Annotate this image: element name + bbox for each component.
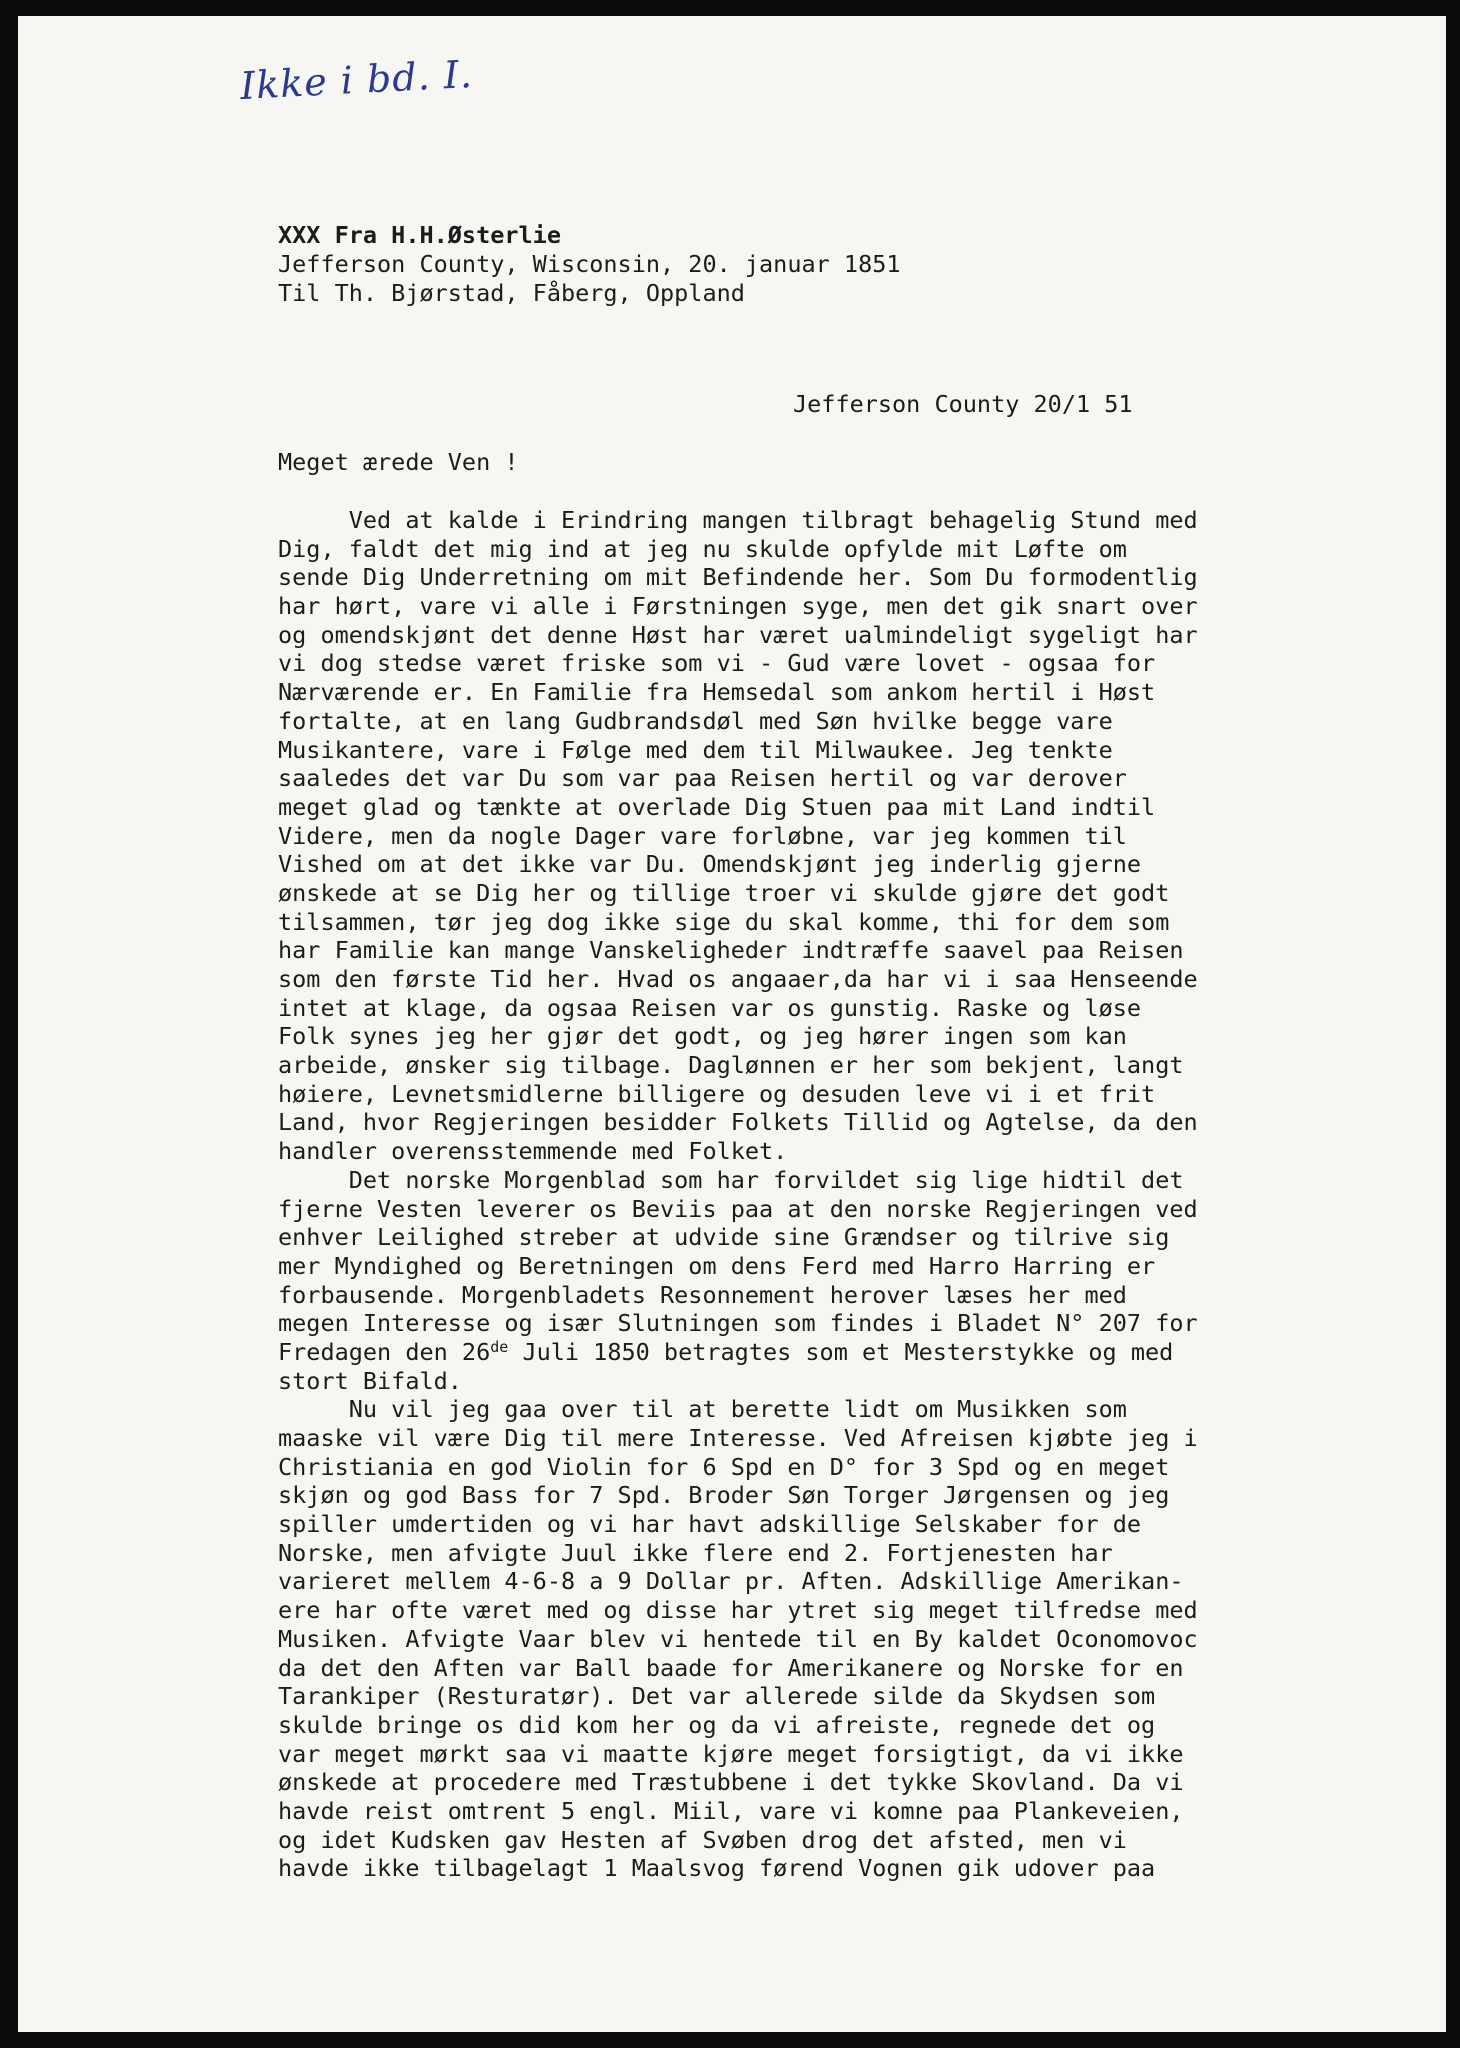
letter-line: megen Interesse og især Slutningen som findes i Bladet N° 207 for <box>278 1309 1198 1338</box>
letter-line: Norske, men afvigte Juul ikke flere end 2. Fortjenesten har <box>278 1538 1113 1567</box>
letter-line: Det norske Morgenblad som har forvildet sig lige hidtil det <box>278 1165 1184 1194</box>
letter-line: og omendskjønt det denne Høst har været ualmindeligt sygeligt har <box>278 620 1198 649</box>
letter-header <box>278 221 901 308</box>
letter-line: havde ikke tilbagelagt 1 Maalsvog førend Vognen gik udover paa <box>278 1854 1156 1883</box>
letter-line: arbeide, ønsker sig tilbage. Daglønnen er her som bekjent, langt <box>278 1051 1184 1080</box>
letter-line: Tarankiper (Resturatør). Det var allerede silde da Skydsen som <box>278 1682 1156 1711</box>
letter-line: har hørt, vare vi alle i Førstningen syge, men det gik snart over <box>278 592 1198 621</box>
letter-line: maaske vil være Dig til mere Interesse. Ved Afreisen kjøbte jeg i <box>278 1424 1198 1452</box>
letter-line: Folk synes jeg her gjør det godt, og jeg hører ingen som kan <box>278 1022 1127 1051</box>
letter-line: Christiania en god Violin for 6 Spd en D° for 3 Spd og en meget <box>278 1452 1170 1481</box>
letter-title: XXX Fra H.H.Østerlie <box>278 221 561 249</box>
letter-line: intet at klage, da ogsaa Reisen var os gunstig. Raske og løse <box>278 993 1142 1022</box>
letter-line: som den første Tid her. Hvad os angaaer,da har vi i saa Henseende <box>278 965 1198 993</box>
letter-line: havde reist omtrent 5 engl. Miil, vare vi komne paa Plankeveien, <box>278 1796 1184 1825</box>
letter-line: har Familie kan mange Vanskeligheder indtræffe saavel paa Reisen <box>278 936 1184 965</box>
letter-line: fjerne Vesten leverer os Beviis paa at den norske Regjeringen ved <box>278 1194 1198 1223</box>
letter-place-date: Jefferson County, Wisconsin, 20. januar 1851 <box>278 250 901 278</box>
letter-line: meget glad og tænkte at overlade Dig Stuen paa mit Land indtil <box>278 792 1156 821</box>
letter-line: Vished om at det ikke var Du. Omendskjønt jeg inderlig gjerne <box>278 850 1142 879</box>
letter-line: enhver Leilighed streber at udvide sine Grændser og tilrive sig <box>278 1223 1170 1252</box>
letter-line: spiller umdertiden og vi har havt adskillige Selskaber for de <box>278 1510 1142 1539</box>
letter-line: skulde bringe os did kom her og da vi afreiste, regnede det og <box>278 1710 1156 1739</box>
document-page <box>18 16 1446 2032</box>
letter-line: Fredagen den 26de Juli 1850 betragtes som et Mesterstykke og med <box>278 1337 1174 1366</box>
letter-dateline: Jefferson County 20/1 51 <box>793 390 1133 418</box>
letter-line: ere har ofte været med og disse har ytret sig meget tilfredse med <box>278 1596 1198 1625</box>
letter-line: var meget mørkt saa vi maatte kjøre meget forsigtigt, da vi ikke <box>278 1739 1184 1768</box>
letter-line: Nærværende er. En Familie fra Hemsedal som ankom hertil i Høst <box>278 678 1156 707</box>
letter-line: Musikantere, vare i Følge med dem til Milwaukee. Jeg tenkte <box>278 735 1113 764</box>
letter-line: ønskede at procedere med Træstubbene i det tykke Skovland. Da vi <box>278 1768 1184 1797</box>
letter-line: saaledes det var Du som var paa Reisen hertil og var derover <box>278 764 1127 793</box>
letter-line: forbausende. Morgenbladets Resonnement herover læses her med <box>278 1280 1127 1309</box>
letter-line: tilsammen, tør jeg dog ikke sige du skal komme, thi for dem som <box>278 907 1170 936</box>
letter-line: Land, hvor Regjeringen besidder Folkets Tillid og Agtelse, da den <box>278 1108 1198 1137</box>
letter-line: stort Bifald. <box>278 1366 462 1395</box>
letter-line: da det den Aften var Ball baade for Amerikanere og Norske for en <box>278 1653 1184 1682</box>
handwritten-note: Ikke i bd. I. <box>239 51 474 109</box>
letter-line: Dig, faldt det mig ind at jeg nu skulde opfylde mit Løfte om <box>278 534 1127 563</box>
letter-line: Videre, men da nogle Dager vare forløbne, var jeg kommen til <box>278 821 1127 850</box>
letter-line: sende Dig Underretning om mit Befindende her. Som Du formodentlig <box>278 563 1198 592</box>
letter-line: høiere, Levnetsmidlerne billigere og desuden leve vi i et frit <box>278 1079 1156 1108</box>
letter-line: Musiken. Afvigte Vaar blev vi hentede til en By kaldet Oconomovoc <box>278 1624 1198 1653</box>
letter-line: ønskede at se Dig her og tillige troer vi skulde gjøre det godt <box>278 878 1170 907</box>
letter-recipient: Til Th. Bjørstad, Fåberg, Oppland <box>278 279 745 307</box>
letter-line: vi dog stedse været friske som vi - Gud være lovet - ogsaa for <box>278 649 1156 678</box>
letter-line: fortalte, at en lang Gudbrandsdøl med Søn hvilke begge vare <box>278 706 1113 735</box>
letter-line: og idet Kudsken gav Hesten af Svøben drog det afsted, men vi <box>278 1825 1127 1854</box>
letter-line: Nu vil jeg gaa over til at berette lidt om Musikken som <box>278 1395 1127 1424</box>
letter-line: mer Myndighed og Beretningen om dens Ferd med Harro Harring er <box>278 1251 1156 1280</box>
letter-line: handler overensstemmende med Folket. <box>278 1137 788 1166</box>
letter-line: skjøn og god Bass for 7 Spd. Broder Søn Torger Jørgensen og jeg <box>278 1481 1170 1510</box>
letter-salutation: Meget ærede Ven ! <box>278 448 519 476</box>
letter-line: Ved at kalde i Erindring mangen tilbragt behagelig Stund med <box>278 506 1198 534</box>
letter-body <box>278 506 1418 1883</box>
letter-line: varieret mellem 4-6-8 a 9 Dollar pr. Aften. Adskillige Amerikan- <box>278 1567 1184 1596</box>
